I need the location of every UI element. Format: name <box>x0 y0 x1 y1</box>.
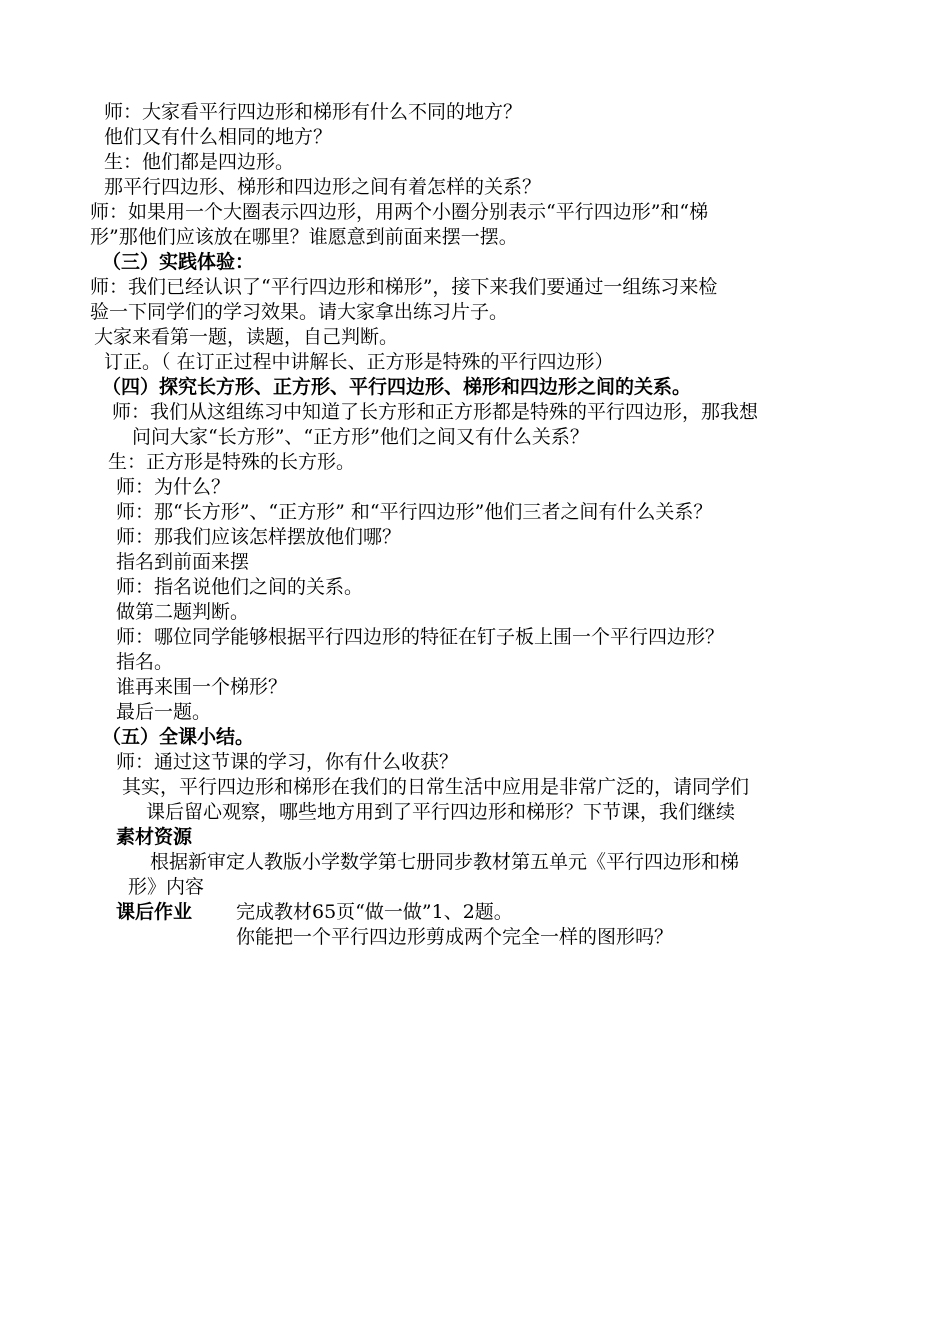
dialogue-line: 师：我们已经认识了“平行四边形和梯形”，接下来我们要通过一组练习来检 <box>90 276 718 298</box>
dialogue-line: 师：大家看平行四边形和梯形有什么不同的地方？ <box>104 101 523 123</box>
dialogue-line: 其实，平行四边形和梯形在我们的日常生活中应用是非常广泛的，请同学们 <box>122 776 750 798</box>
dialogue-line: 指名。 <box>116 651 174 673</box>
material-resources-label: 素材资源 <box>116 826 193 848</box>
dialogue-line: 师：我们从这组练习中知道了长方形和正方形都是特殊的平行四边形，那我想 <box>112 401 759 423</box>
section-heading: （五）全课小结。 <box>102 726 255 748</box>
dialogue-line: 他们又有什么相同的地方？ <box>104 126 333 148</box>
dialogue-line: 生：他们都是四边形。 <box>104 151 295 173</box>
dialogue-line: 师：那“长方形”、“正方形” 和“平行四边形”他们三者之间有什么关系？ <box>116 501 713 523</box>
dialogue-line: 大家来看第一题，读题，自己判断。 <box>94 326 399 348</box>
dialogue-line: 师：通过这节课的学习，你有什么收获？ <box>116 751 459 773</box>
dialogue-line: 师：哪位同学能够根据平行四边形的特征在钉子板上围一个平行四边形？ <box>116 626 725 648</box>
material-resources-text: 根据新审定人教版小学数学第七册同步教材第五单元《平行四边形和梯 <box>150 851 740 873</box>
homework-item: 完成教材65页“做一做”1、2题。 <box>236 901 513 923</box>
dialogue-line: 形”那他们应该放在哪里？谁愿意到前面来摆一摆。 <box>90 226 518 248</box>
dialogue-line: 师：为什么？ <box>116 476 231 498</box>
section-heading: （三）实践体验： <box>102 251 255 273</box>
dialogue-line: 课后留心观察，哪些地方用到了平行四边形和梯形？下节课，我们继续 <box>146 801 736 823</box>
homework-item: 你能把一个平行四边形剪成两个完全一样的图形吗？ <box>236 926 674 948</box>
dialogue-line: 订正。（ 在订正过程中讲解长、正方形是特殊的平行四边形） <box>104 351 614 373</box>
section-heading: （四）探究长方形、正方形、平行四边形、梯形和四边形之间的关系。 <box>102 376 692 398</box>
material-resources-text: 形》内容 <box>128 876 205 898</box>
dialogue-line: 谁再来围一个梯形？ <box>116 676 288 698</box>
dialogue-line: 师：指名说他们之间的关系。 <box>116 576 364 598</box>
dialogue-line: 生：正方形是特殊的长方形。 <box>108 451 356 473</box>
dialogue-line: 那平行四边形、梯形和四边形之间有着怎样的关系？ <box>104 176 542 198</box>
dialogue-line: 问问大家“长方形”、“正方形”他们之间又有什么关系？ <box>132 426 589 448</box>
dialogue-line: 最后一题。 <box>116 701 212 723</box>
dialogue-line: 指名到前面来摆 <box>116 551 250 573</box>
dialogue-line: 验一下同学们的学习效果。请大家拿出练习片子。 <box>90 301 509 323</box>
dialogue-line: 做第二题判断。 <box>116 601 250 623</box>
dialogue-line: 师：那我们应该怎样摆放他们哪？ <box>116 526 402 548</box>
dialogue-line: 师：如果用一个大圈表示四边形，用两个小圈分别表示“平行四边形”和“梯 <box>90 201 709 223</box>
homework-label: 课后作业 <box>116 901 193 923</box>
